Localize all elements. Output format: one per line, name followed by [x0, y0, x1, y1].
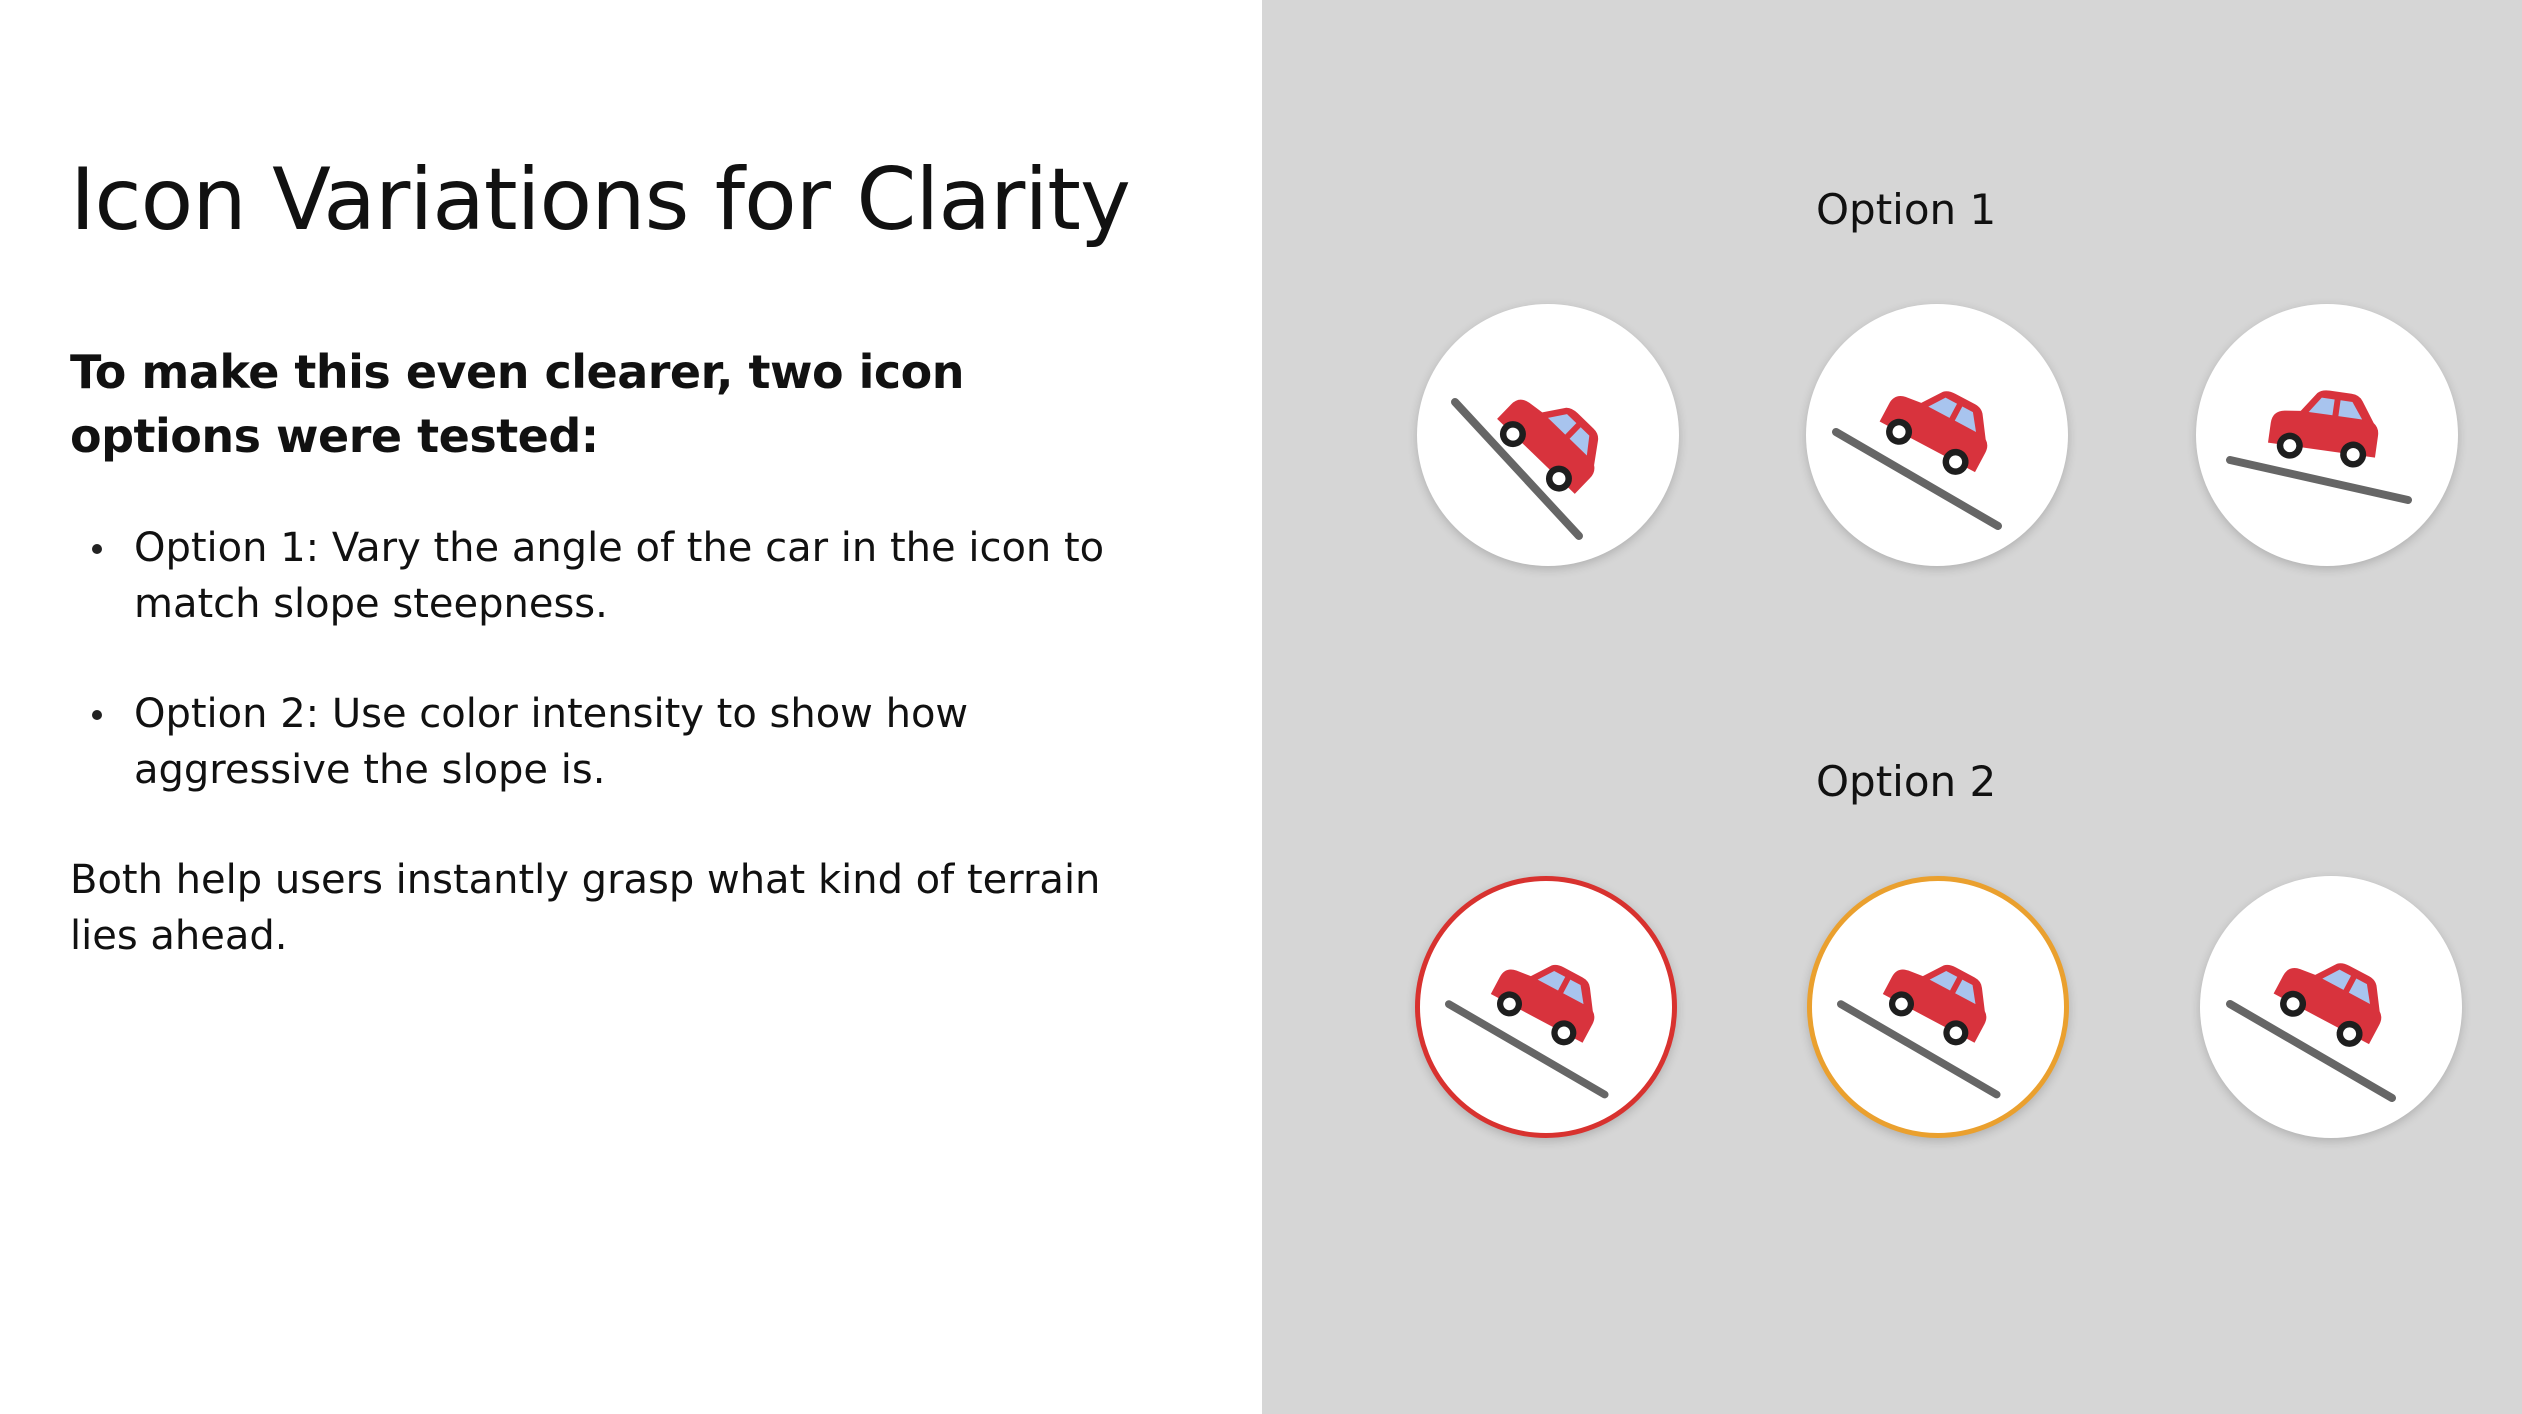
- car-on-slope-icon: [1420, 881, 1672, 1133]
- bullet-dot: [92, 710, 102, 720]
- car-on-slope-icon: [2200, 876, 2462, 1138]
- bullet-item-option-1: [70, 520, 1130, 632]
- car-on-slope-icon: [1812, 881, 2064, 1133]
- subheading: To make this even clearer, two icon options were tested:: [70, 345, 965, 463]
- bullet-item-option-2: [70, 686, 1130, 798]
- car-on-slope-icon: [1417, 304, 1679, 566]
- bullet-text: Option 1: Vary the angle of the car in the icon to match slope steepness.: [134, 525, 1105, 627]
- option-1-icon-moderate: [1806, 304, 2068, 566]
- bullet-dot: [92, 544, 102, 554]
- car-icon: [2266, 383, 2383, 470]
- bullet-text: Option 2: Use color intensity to show how aggressive the slope is.: [134, 691, 969, 793]
- car-icon: [1488, 376, 1616, 504]
- option-1-label: Option 1: [1816, 185, 1997, 234]
- option-1-icon-gentle: [2196, 304, 2458, 566]
- car-on-slope-icon: [1806, 304, 2068, 566]
- car-on-slope-icon: [2196, 304, 2458, 566]
- option-1-icon-steep: [1417, 304, 1679, 566]
- icon-comparison-panel: [1262, 0, 2522, 1414]
- option-2-label: Option 2: [1816, 757, 1997, 806]
- bullet-list: [70, 520, 1130, 852]
- option-2-icon-neutral: [2200, 876, 2462, 1138]
- option-2-icon-red: [1415, 876, 1677, 1138]
- closing-text: Both help users instantly grasp what kind of terrain lies ahead.: [70, 857, 1101, 959]
- option-2-icon-orange: [1807, 876, 2069, 1138]
- slide-title: Icon Variations for Clarity: [70, 150, 1130, 250]
